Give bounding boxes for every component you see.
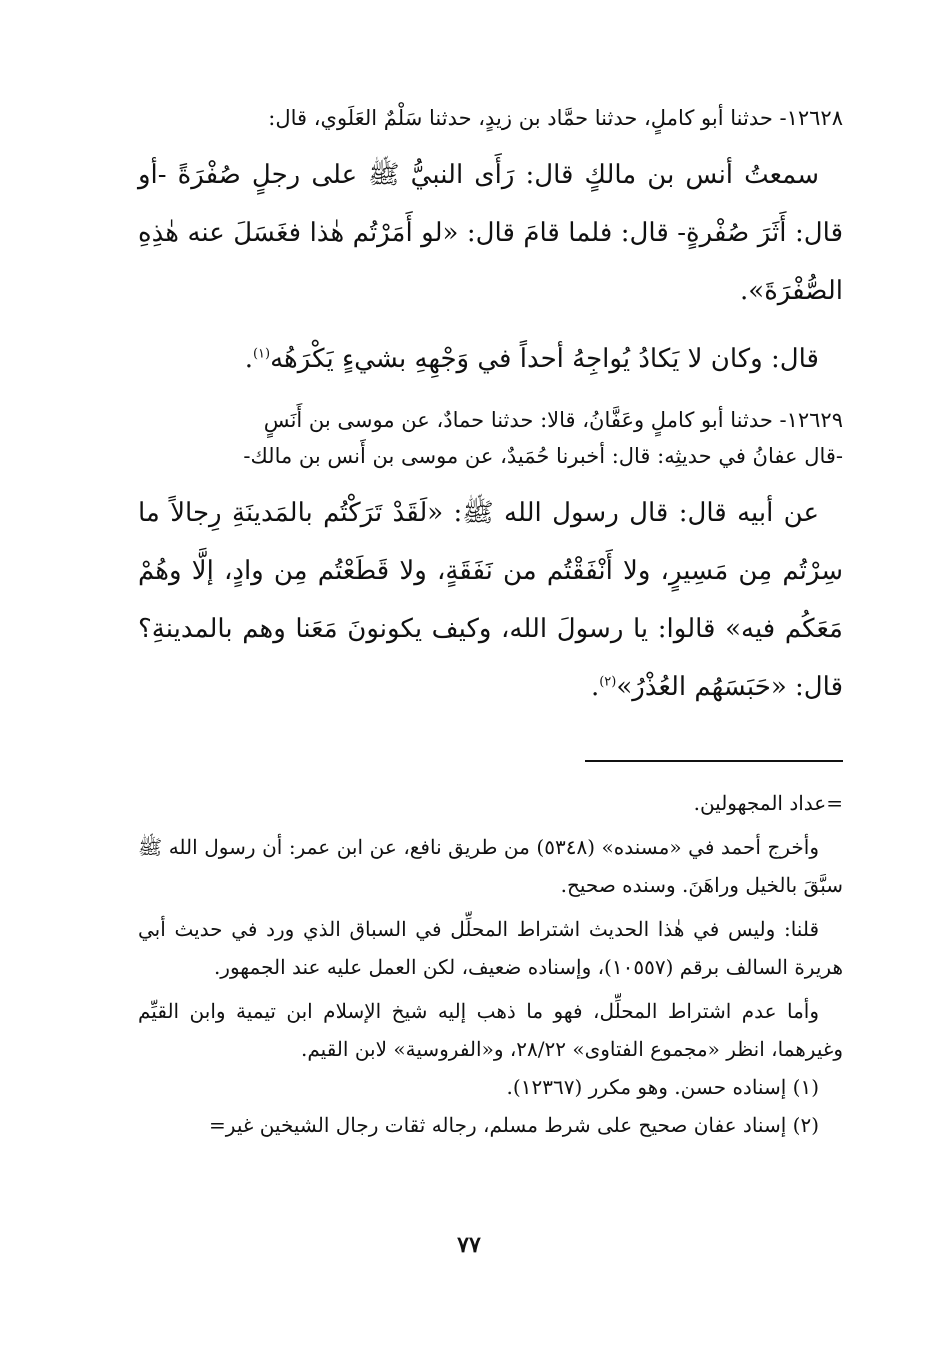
footnote-2: (٢) إسناد عفان صحيح على شرط مسلم، رجاله ثقات رجال الشيخين غير= bbox=[209, 1113, 819, 1137]
hadith-12629-isnad-line-2: -قال عفانُ في حديثِه: قال: أخبرنا حُمَيدٌ، عن موسى بن أَنس بن مالك- bbox=[243, 444, 843, 468]
footnote-separator bbox=[585, 760, 843, 762]
hadith-12629-matn: عن أبيه قال: قال رسول الله ﷺ: «لَقَدْ تَرَكْتُم بالمَدينَةِ رِجالاً ما سِرْتُم مِن مَسِيرٍ، ولا أَنْفَقْتُم من نَفَقَةٍ، ولا قَطَعْتُم مِن وادٍ، إلَّا وهُمْ مَعَكُم فيه» قالوا: يا رسولَ الله، وكيف يكونونَ مَعَنا وهم بالمدينةِ؟ قال: «حَبَسَهُم العُذْرُ»$^{(٢)}$. bbox=[138, 498, 843, 702]
matn-text: عن أبيه قال: قال رسول الله ﷺ: «لَقَدْ تَرَكْتُم بالمَدينَةِ رِجالاً ما سِرْتُم مِن مَسِيرٍ، ولا أَنْفَقْتُم من نَفَقَةٍ، ولا قَطَعْتُم مِن وادٍ، إلَّا وهُمْ مَعَكُم فيه» قالوا: يا رسولَ الله، وكيف يكونونَ مَعَنا وهم بالمدينةِ؟ قال: «حَبَسَهُم العُذْرُ» bbox=[138, 498, 843, 702]
footnote-para-1: وأخرج أحمد في «مسنده» (٥٣٤٨) من طريق نافع، عن ابن عمر: أن رسول الله ﷺ سبَّقَ بالخيل وراهَنَ. وسنده صحيح. bbox=[138, 835, 843, 897]
footnote-1: (١) إسناده حسن. وهو مكرر (١٢٣٦٧). bbox=[506, 1075, 819, 1099]
footnote-continued: =عداد المجهولين. bbox=[693, 791, 843, 815]
page-number: ٧٧ bbox=[457, 1232, 481, 1258]
hadith-12628-continuation: قال: وكان لا يَكادُ يُواجِهُ أحداً في وَجْهِهِ بشيءٍ يَكْرَهُه$^{(١)}$. bbox=[244, 344, 819, 374]
footnote-para-2: قلنا: وليس في هٰذا الحديث اشتراط المحلِّل في السباق الذي ورد في حديث أبي هريرة السالف برقم (١٠٥٥٧)، وإسناده ضعيف، لكن العمل عليه عند الجمهور. bbox=[138, 917, 843, 979]
hadith-12628-matn: سمعتُ أنس بن مالكٍ قال: رَأَى النبيُّ ﷺ على رجلٍ صُفْرَةً -أو قال: أَثَرَ صُفْرةٍ- قال: فلما قامَ قال: «لو أَمَرْتُم هٰذا فغَسَلَ عنه هٰذِهِ الصُّفْرَةَ». bbox=[138, 160, 843, 306]
hadith-12628-isnad: ١٢٦٢٨- حدثنا أبو كاملٍ، حدثنا حمَّاد بن زيدٍ، حدثنا سَلْمٌ العَلَوي، قال: bbox=[268, 106, 843, 130]
footnote-mark-1: (١) bbox=[252, 346, 271, 362]
continuation-text: قال: وكان لا يَكادُ يُواجِهُ أحداً في وَجْهِهِ بشيءٍ يَكْرَهُه bbox=[270, 344, 819, 374]
hadith-12629-isnad-line-1: ١٢٦٢٩- حدثنا أبو كاملٍ وعَفَّانُ، قالا: حدثنا حمادٌ، عن موسى بن أَنَسٍ bbox=[263, 408, 843, 432]
footnote-para-3: وأما عدم اشتراط المحلِّل، فهو ما ذهب إليه شيخ الإسلام ابن تيمية وابن القيِّم وغيرهما، انظر «مجموع الفتاوى» ٢٨/٢٢، و«الفروسية» لابن القيم. bbox=[138, 999, 843, 1061]
footnote-mark-2: (٢) bbox=[599, 674, 617, 690]
